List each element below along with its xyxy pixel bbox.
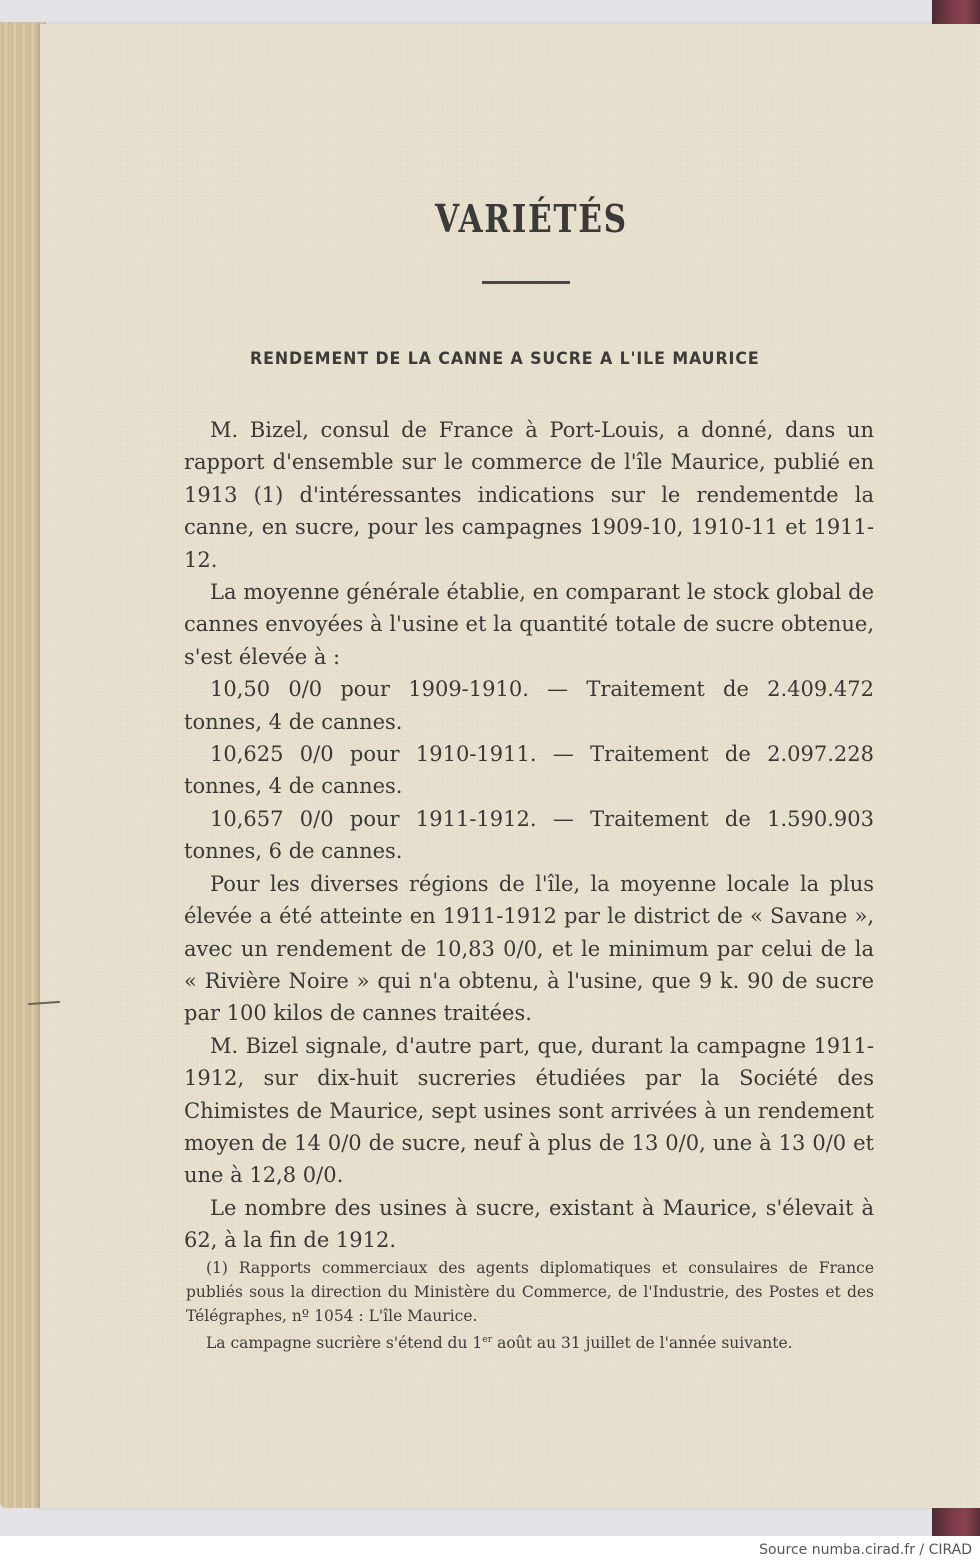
paragraph: M. Bizel, consul de France à Port-Louis, a donné, dans un rapport d'ensemble sur le commerce de l'île Maurice, publié en 1913 (1) d'intéressantes indications sur le rendementde la canne, en sucre, pour les campagnes 1909-10, 1910-11 et 1911-12. — [184, 418, 874, 572]
article-title: RENDEMENT DE LA CANNE A SUCRE A L'ILE MAURICE — [250, 349, 760, 369]
footnote-campaign — [186, 1328, 874, 1355]
paragraph: 10,625 0/0 pour 1910-1911. — Traitement de 2.097.228 tonnes, 4 de cannes. — [184, 742, 874, 799]
ordinal-suffix: er — [482, 1334, 493, 1345]
paragraph: 10,657 0/0 pour 1911-1912. — Traitement de 1.590.903 tonnes, 6 de cannes. — [184, 806, 874, 864]
section-title: VARIÉTÉS — [435, 196, 628, 241]
footnotes — [186, 1256, 874, 1355]
paragraph: 10,50 0/0 pour 1909-1910. — Traitement de 2.409.472 tonnes, 4 de cannes. — [184, 677, 874, 734]
article-body — [184, 414, 874, 1257]
source-credit: Source numba.cirad.fr / CIRAD — [759, 1542, 972, 1558]
title-rule — [482, 281, 570, 284]
paragraph: M. Bizel signale, d'autre part, que, durant la campagne 1911-1912, sur dix-huit sucreries étudiées par la Société des Chimistes de Maurice, sept usines sont arrivées à un rendement moyen de 14 0/0 de sucre, neuf à plus de 13 0/0, une à 13 0/0 et une à 12,8 0/0. — [184, 1033, 874, 1188]
footnote-text: La campagne sucrière s'étend du 1 — [206, 1334, 483, 1353]
footnote-text: août au 31 juillet de l'année suivante. — [492, 1334, 793, 1353]
footnote: (1) Rapports commerciaux des agents diplomatiques et consulaires de France publiés sous la direction du Ministère du Commerce, de l'Industrie, des Postes et des Télégraphes, nº 1054 : L'île Maurice. — [186, 1259, 874, 1325]
paragraph: La moyenne générale établie, en comparant le stock global de cannes envoyées à l'usine et la quantité totale de sucre obtenue, s'est élevée à : — [184, 580, 874, 669]
paragraph: Pour les diverses régions de l'île, la moyenne locale la plus élevée a été atteinte en 1911-1912 par le district de « Savane », avec un rendement de 10,83 0/0, et le minimum par celui de la « Rivière Noire » qui n'a obtenu, à l'usine, que 9 k. 90 de sucre par 100 kilos de cannes traitées. — [184, 871, 874, 1026]
paragraph: Le nombre des usines à sucre, existant à Maurice, s'élevait à 62, à la fin de 1912. — [184, 1195, 874, 1253]
